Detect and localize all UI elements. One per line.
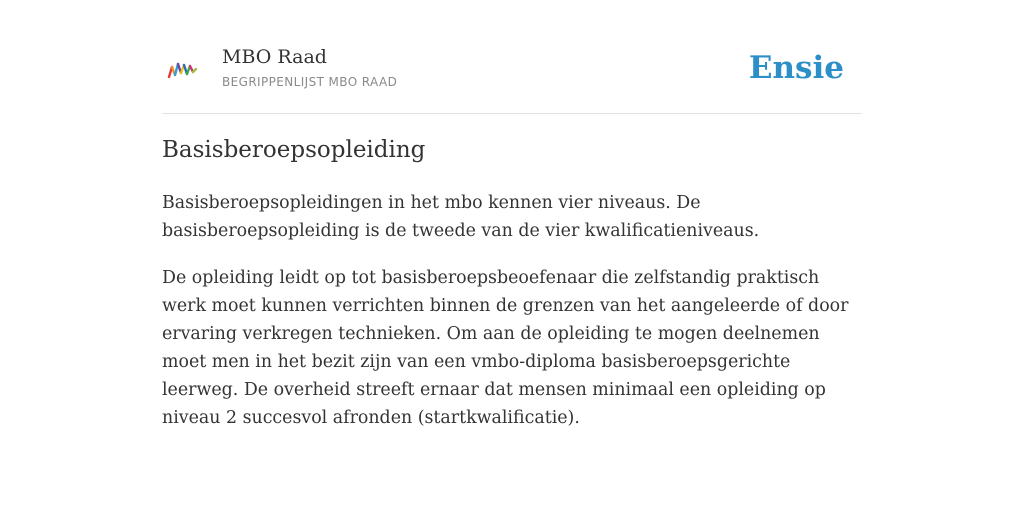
- paragraph: De opleiding leidt op tot basisberoepsbeoefenaar die zelfstandig praktisch werk moet kunnen verrichten binnen de grenzen van het aangeleerde of door ervaring verkregen technieken. Om aan de opleiding te mogen deelnemen moet men in het bezit zijn van een vmbo-diploma basisberoepsgerichte leerweg. De overheid streeft ernaar dat mensen minimaal een opleiding op niveau 2 succesvol afronden (startkwalificatie).: [162, 268, 849, 428]
- glossary-subtitle[interactable]: BEGRIPPENLIJST MBO RAAD: [222, 75, 398, 89]
- organization-name[interactable]: MBO Raad: [222, 46, 327, 68]
- header: [162, 40, 862, 114]
- paragraph: Basisberoepsopleidingen in het mbo kennen vier niveaus. De basisberoepsopleiding is de tweede van de vier kwalificatieniveaus.: [162, 193, 760, 241]
- mbo-raad-logo-icon[interactable]: [166, 56, 202, 80]
- article-body: [162, 189, 862, 451]
- brand-logo[interactable]: Ensie: [748, 50, 844, 86]
- page-title: Basisberoepsopleiding: [162, 137, 426, 163]
